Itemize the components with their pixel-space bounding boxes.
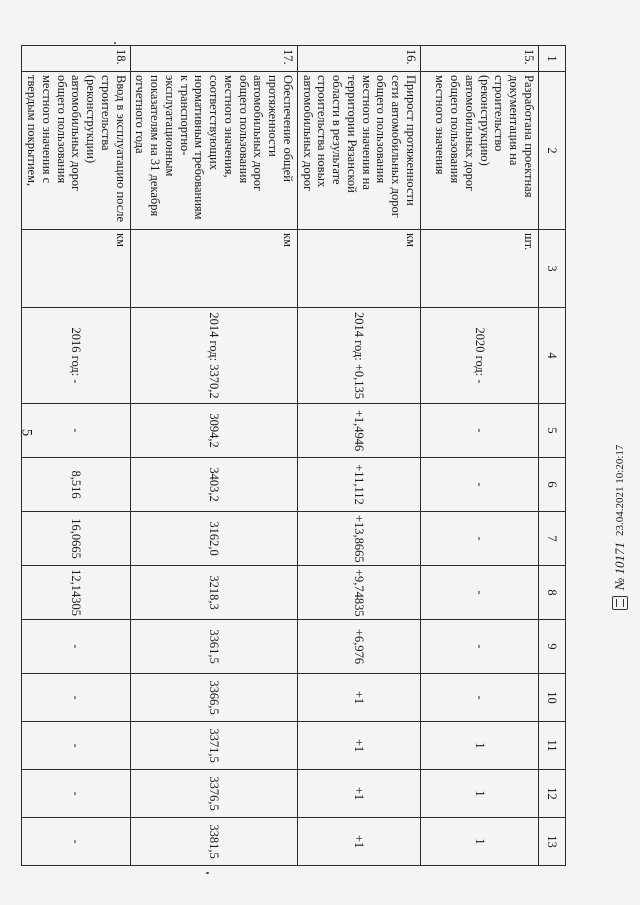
cell-value: -: [22, 770, 130, 818]
cell-value: 1: [421, 770, 539, 818]
row-unit: км: [298, 230, 421, 308]
scan-speck: [114, 42, 116, 44]
cell-value: 3162,0: [130, 512, 297, 566]
cell-value: 8,516: [22, 458, 130, 512]
col-header: 11: [539, 722, 566, 770]
registration-stamp: [612, 445, 628, 610]
stamp-number: № 10171: [612, 541, 627, 590]
header-row: [539, 46, 566, 866]
cell-value: 1: [421, 818, 539, 866]
row-index: 18.: [22, 46, 130, 72]
row-index: 16.: [298, 46, 421, 72]
table-row: [22, 46, 130, 866]
cell-value: +11,112: [298, 458, 421, 512]
cell-value: -: [22, 674, 130, 722]
cell-value: -: [421, 458, 539, 512]
col-header: 10: [539, 674, 566, 722]
stamp-datetime: 23.04.2021 10:20:17: [614, 444, 626, 536]
row-description: Ввод в эксплуатацию после строительства (реконструкции) автомобильных дорог общего пользования местного значения с твердым покрытием,: [22, 72, 130, 230]
col-header: 6: [539, 458, 566, 512]
col-header: 3: [539, 230, 566, 308]
cell-value: -: [421, 566, 539, 620]
col-header: 5: [539, 404, 566, 458]
cell-value: +1: [298, 818, 421, 866]
row-index: 17.: [130, 46, 297, 72]
table-row: [130, 46, 297, 866]
cell-value: +1: [298, 674, 421, 722]
row-base-value: 2016 год: -: [22, 308, 130, 404]
row-base-value: 2014 год: +0,135: [298, 308, 421, 404]
cell-value: -: [22, 722, 130, 770]
cell-value: -: [421, 674, 539, 722]
cell-value: +9,74835: [298, 566, 421, 620]
cell-value: 16,0665: [22, 512, 130, 566]
cell-value: -: [421, 404, 539, 458]
cell-value: 1: [421, 722, 539, 770]
cell-value: +13,8665: [298, 512, 421, 566]
cell-value: +1,4946: [298, 404, 421, 458]
row-index: 15.: [421, 46, 539, 72]
table-row: [421, 46, 539, 866]
cell-value: +6,976: [298, 620, 421, 674]
table-row: [298, 46, 421, 866]
cell-value: -: [22, 620, 130, 674]
col-header: 7: [539, 512, 566, 566]
col-header: 12: [539, 770, 566, 818]
row-description: Обеспечение общей протяженности автомобильных дорог общего пользования местного значения, соответствующих нормативным требованиям к транспортно-эксплуатационным показателям на 31 декабря отчетного года: [130, 72, 297, 230]
cell-value: +1: [298, 770, 421, 818]
row-description: Прирост протяженности сети автомобильных дорог общего пользования местного значения на территории Рязанской области в результате строительства новых автомобильных дорог: [298, 72, 421, 230]
row-description: Разработана проектная документация на строительство (реконструкцию) автомобильных дорог общего пользования местного значения: [421, 72, 539, 230]
cell-value: 3218,3: [130, 566, 297, 620]
cell-value: 3094,2: [130, 404, 297, 458]
col-header: 2: [539, 72, 566, 230]
cell-value: 12,14305: [22, 566, 130, 620]
cell-value: -: [22, 818, 130, 866]
cell-value: -: [22, 404, 130, 458]
cell-value: 3376,5: [130, 770, 297, 818]
cell-value: 3361,5: [130, 620, 297, 674]
col-header: 13: [539, 818, 566, 866]
indicators-table: [22, 45, 567, 866]
rotated-table-container: [25, 45, 566, 865]
row-unit: км: [22, 230, 130, 308]
cell-value: 3371,5: [130, 722, 297, 770]
row-base-value: 2014 год: 3370,2: [130, 308, 297, 404]
seal-icon: [612, 596, 628, 610]
row-unit: шт.: [421, 230, 539, 308]
row-unit: км: [130, 230, 297, 308]
col-header: 9: [539, 620, 566, 674]
page-number: 5: [18, 428, 35, 437]
row-base-value: 2020 год: -: [421, 308, 539, 404]
scan-speck: [206, 872, 209, 874]
cell-value: +1: [298, 722, 421, 770]
cell-value: 3366,5: [130, 674, 297, 722]
cell-value: -: [421, 620, 539, 674]
cell-value: 3381,5: [130, 818, 297, 866]
col-header: 4: [539, 308, 566, 404]
cell-value: -: [421, 512, 539, 566]
col-header: 1: [539, 46, 566, 72]
col-header: 8: [539, 566, 566, 620]
cell-value: 3403,2: [130, 458, 297, 512]
